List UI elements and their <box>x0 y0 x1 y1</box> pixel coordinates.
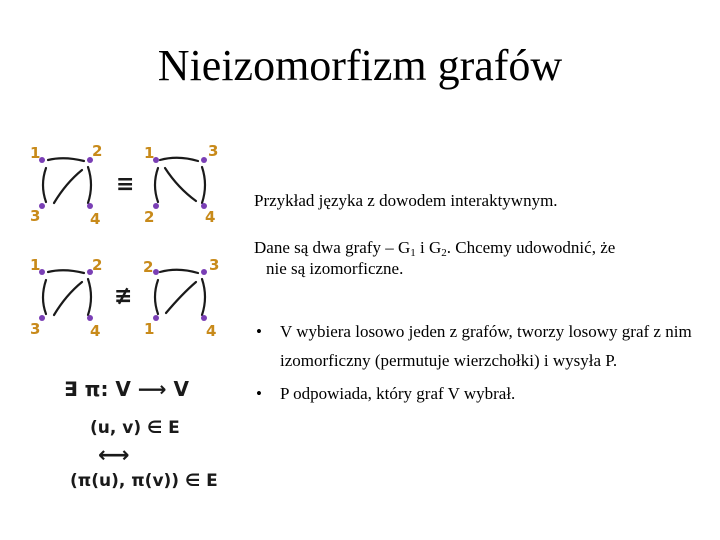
vertex-dot <box>201 157 207 163</box>
vertex-label: 4 <box>205 208 216 226</box>
vertex-label: 4 <box>90 210 101 228</box>
vertex-dot <box>201 269 207 275</box>
image-edge-membership-line: (π(u), π(v)) ∈ E <box>70 471 218 491</box>
graph-bottom-right <box>155 270 205 315</box>
g1-subscript: 1 <box>410 247 416 259</box>
bullet-item: • V wybiera losowo jeden z grafów, tworzy losowy graf z nim izomorficzny (permutuje wierzchołki) i wysyła P. <box>254 318 694 376</box>
intro-text: Przykład języka z dowodem interaktywnym. <box>254 191 558 210</box>
iff-arrow: ⟷ <box>98 443 130 468</box>
given-suffix: . Chcemy udowodnić, że <box>446 238 616 257</box>
graph-top-right <box>155 158 205 203</box>
protocol-bullet-list <box>254 318 694 409</box>
handwritten-graphs-illustration <box>0 0 250 540</box>
edge-membership-line: (u, v) ∈ E <box>90 418 180 438</box>
given-mid: i G <box>415 238 442 257</box>
vertex-label: 3 <box>208 142 219 160</box>
vertex-dot <box>87 203 93 209</box>
slide-title: Nieizomorfizm grafów <box>157 41 563 90</box>
equivalence-symbol: ≡ <box>116 172 135 197</box>
vertex-dot <box>153 269 159 275</box>
g2-subscript: 2 <box>441 247 447 259</box>
vertex-label: 3 <box>30 320 41 338</box>
vertex-label: 4 <box>206 322 217 340</box>
vertex-label: 3 <box>209 256 220 274</box>
given-text <box>254 237 684 280</box>
vertex-dot <box>201 315 207 321</box>
vertex-label: 4 <box>90 322 101 340</box>
given-continuation: nie są izomorficzne. <box>266 259 404 279</box>
graph-bottom-left <box>43 270 91 315</box>
exists-permutation-line: ∃ π: V ⟶ V <box>64 377 189 401</box>
graph-top-left <box>43 158 91 203</box>
vertex-label: 1 <box>144 144 155 162</box>
vertex-dot <box>87 315 93 321</box>
vertex-label: 3 <box>30 207 41 225</box>
not-equivalence-symbol: ≢ <box>114 284 133 309</box>
vertex-label: 2 <box>144 208 155 226</box>
vertex-label: 2 <box>92 142 103 160</box>
vertex-label: 2 <box>143 258 154 276</box>
given-prefix: Dane są dwa grafy – G <box>254 238 411 257</box>
vertex-label: 1 <box>30 256 41 274</box>
vertex-label: 2 <box>92 256 103 274</box>
vertex-label: 1 <box>30 144 41 162</box>
bullet-item: • P odpowiada, który graf V wybrał. <box>254 380 694 409</box>
vertex-label: 1 <box>144 320 155 338</box>
